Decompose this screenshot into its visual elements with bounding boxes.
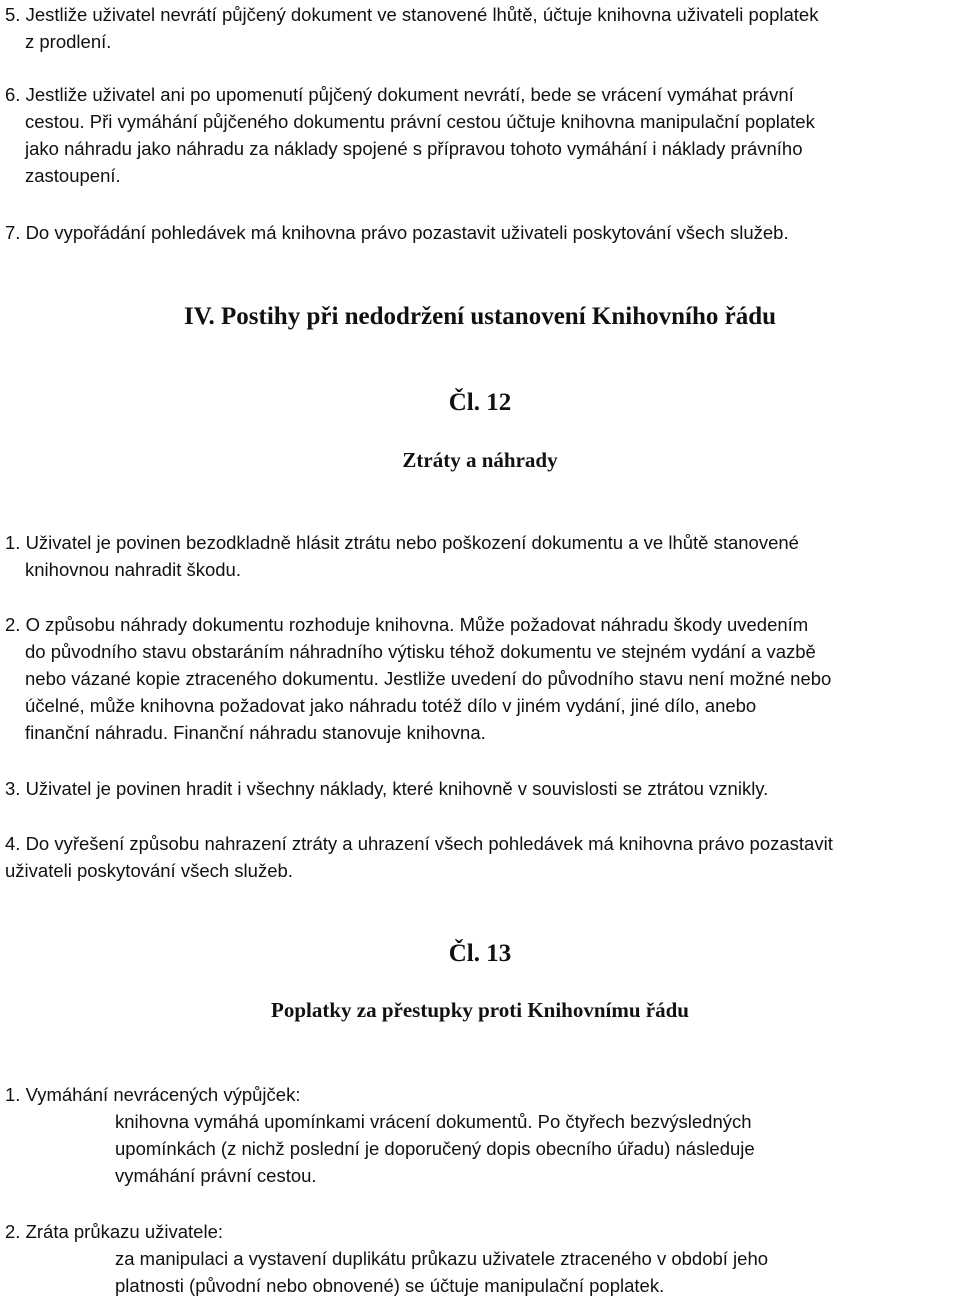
- text-line: finanční náhradu. Finanční náhradu stanovuje knihovna.: [25, 722, 486, 743]
- article-13-item-2-body: [115, 1245, 768, 1299]
- article-12-item-1: [5, 529, 799, 583]
- part-heading: IV. Postihy při nedodržení ustanovení Knihovního řádu: [183, 303, 777, 330]
- text-line: platnosti (původní nebo obnovené) se účtuje manipulační poplatek.: [115, 1275, 665, 1296]
- article-13-item-2-label: [5, 1218, 223, 1245]
- article-13-item-1-label: [5, 1081, 300, 1108]
- text-line: uživateli poskytování všech služeb.: [5, 860, 293, 881]
- text-line: vymáhání právní cestou.: [115, 1165, 317, 1186]
- text-line: 4. Do vyřešení způsobu nahrazení ztráty a uhrazení všech pohledávek má knihovna právo pozastavit: [5, 833, 833, 854]
- item-label: 2. Zráta průkazu uživatele:: [5, 1221, 223, 1242]
- text-line: 1. Uživatel je povinen bezodkladně hlásit ztrátu nebo poškození dokumentu a ve lhůtě stanovené: [5, 532, 799, 553]
- article-12-item-2: [5, 611, 831, 746]
- article-12-title: Ztráty a náhrady: [402, 448, 558, 472]
- paragraph-item-6: [5, 81, 815, 189]
- article-13-item-1-body: [115, 1108, 755, 1189]
- text-line: zastoupení.: [25, 165, 121, 186]
- text-line: za manipulaci a vystavení duplikátu průkazu uživatele ztraceného v období jeho: [115, 1248, 769, 1269]
- text-line: 3. Uživatel je povinen hradit i všechny náklady, které knihovně v souvislosti se ztrátou vznikly.: [5, 778, 769, 799]
- article-12-number: Čl. 12: [448, 389, 512, 416]
- text-line: jako náhradu jako náhradu za náklady spojené s přípravou tohoto vymáhání i náklady právního: [25, 138, 803, 159]
- article-12-item-4: [5, 830, 833, 884]
- text-line: 2. O způsobu náhrady dokumentu rozhoduje knihovna. Může požadovat náhradu škody uvedením: [5, 614, 809, 635]
- text-line: knihovna vymáhá upomínkami vrácení dokumentů. Po čtyřech bezvýsledných: [115, 1111, 752, 1132]
- text-line: nebo vázané kopie ztraceného dokumentu. Jestliže uvedení do původního stavu není možné nebo: [25, 668, 832, 689]
- text-line: účelné, může knihovna požadovat jako náhradu totéž dílo v jiném vydání, jiné dílo, anebo: [25, 695, 757, 716]
- paragraph-item-7: [5, 219, 789, 246]
- text-line: 7. Do vypořádání pohledávek má knihovna právo pozastavit uživateli poskytování všech služeb.: [5, 222, 789, 243]
- article-12-item-3: [5, 775, 768, 802]
- text-line: upomínkách (z nichž poslední je doporučený dopis obecního úřadu) následuje: [115, 1138, 755, 1159]
- article-13-number: Čl. 13: [448, 940, 512, 967]
- text-line: 5. Jestliže uživatel nevrátí půjčený dokument ve stanovené lhůtě, účtuje knihovna uživateli poplatek: [5, 4, 819, 25]
- item-label: 1. Vymáhání nevrácených výpůjček:: [5, 1084, 301, 1105]
- text-line: do původního stavu obstaráním náhradního výtisku téhož dokumentu ve stejném vydání a vazbě: [25, 641, 816, 662]
- text-line: z prodlení.: [25, 31, 112, 52]
- paragraph-item-5: [5, 1, 818, 55]
- text-line: cestou. Při vymáhání půjčeného dokumentu právní cestou účtuje knihovna manipulační poplatek: [25, 111, 815, 132]
- text-line: knihovnou nahradit škodu.: [25, 559, 241, 580]
- article-13-title: Poplatky za přestupky proti Knihovnímu řádu: [271, 998, 689, 1022]
- text-line: 6. Jestliže uživatel ani po upomenutí půjčený dokument nevrátí, bede se vrácení vymáhat právní: [5, 84, 794, 105]
